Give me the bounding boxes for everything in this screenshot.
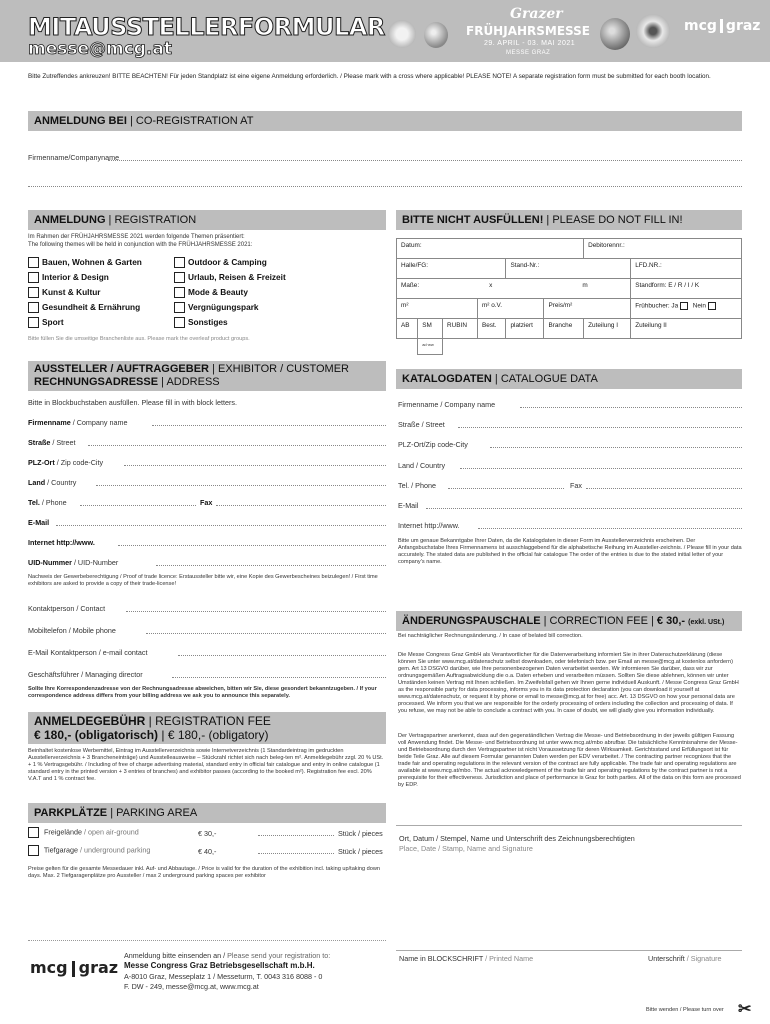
- exhibitor-email-input[interactable]: [56, 525, 386, 526]
- teapot-image: [424, 22, 448, 48]
- fair-logo-grazer: Grazer: [510, 6, 563, 22]
- mcg-graz-logo: mcg graz: [684, 18, 761, 34]
- managing-director-input[interactable]: [172, 677, 386, 678]
- printed-name-label: Name in BLOCKSCHRIFT / Printed Name: [399, 954, 534, 963]
- exhibitor-street-label: Straße / Street: [28, 438, 76, 447]
- checkbox[interactable]: [680, 302, 688, 310]
- checkbox[interactable]: [28, 272, 39, 283]
- catalogue-phone-input[interactable]: [448, 488, 564, 489]
- exhibitor-zip-input[interactable]: [124, 465, 386, 466]
- office-halle: Halle/FG:: [397, 259, 506, 279]
- footer-logo: mcg graz: [30, 958, 119, 977]
- checkbox[interactable]: [28, 287, 39, 298]
- theme-option[interactable]: Outdoor & Camping: [174, 256, 286, 271]
- terms-text: Der Vertragspartner anerkennt, dass auf den gegenständlichen Vertrag die Messe- und Betriebsordnung in der jeweils gültigen Fassung voll Anwendung findet. Die Messe- und Betriebsordnung ist unter www.mcg.at/mbo abrufbar. Die tatsächliche Kenntnisnahme der Messe- und Betriebsordnung durch den Vertragspartner ist nicht Voraussetzung für deren Wirksamkeit. Gerichtsstand und Erfüllungsort ist für beide Teile Graz. Alle auf diesem Formular genannten Daten werden per EDV verarbeitet. / The contracting partner recognizes that the trade fair and operating regulations in the relevant version of the contract are fully applicable. The trade fair and operating regulations are available at www.mcg.at/mbo. The actual acknowledgement of the trade fair and operating regulations by the contract partner is not a prerequisite for their effectiveness. Jurisdiction and place of performance is Graz for both parties. All of the data on this form are processed by EDP.: [398, 733, 741, 788]
- privacy-text: Die Messe Congress Graz GmbH als Verantwortlicher für die Datenverarbeitung informiert Sie in ihrer Datenschutzerklärung (diese können Sie unter www.mcg.at/datenschutz selbst downloaden, oder telefonisch bzw. per Email an messe@mcg.at kostenlos anfordern) gem. Art 13 DSGVO darüber, wie Ihre personenbezogenen Daten verarbeitet werden. Wir informieren Sie darüber, dass wir zur ordnungsgemäßen Auftragsabwicklung die o.a. Daten erheben und verarbeiten müssen. Sollten Sie diese ablehnen, können wir unter Umständen keinen Vertrag mit Ihnen schließen. Im Zweifelsfall gehen wir Ihnen gerne individuell Auskunft. / Messe Congress Graz GmbH as the responsible party for data processing, informs you in its data protection declaration (you can download it yourself at www.mcg.at/datenschutz, or request it by phone or email to messe@mcg.at for free) acc. Art. 13 DSGVO on how your personal data are processed. We inform you that we are responsible for the orderly processing of orders including the collection and processing of data. If you refuse, we may not be able to conclude a contract with you. In case of doubt, we will gladly give you information individually.: [398, 652, 739, 714]
- office-preis: Preis/m²: [544, 299, 631, 319]
- exhibitor-instruction: Bitte in Blockbuchstaben ausfüllen. Please fill in with block letters.: [28, 398, 237, 407]
- office-lfd: LFD.NR.:: [631, 259, 742, 279]
- checkbox[interactable]: [28, 827, 39, 838]
- office-datum: Datum:: [397, 239, 584, 259]
- fair-venue: MESSE GRAZ: [506, 50, 551, 56]
- office-cell-zuteilung2: Zuteilung II: [631, 319, 742, 339]
- exhibitor-internet-input[interactable]: [118, 545, 386, 546]
- trade-license-note: Nachweis der Gewerbeberechtigung / Proof of trade licence: Erstaussteller bitte wir, eine Kopie des Gewerbescheines beizulegen! / First time exhibitors are asked to provide a copy of their trade-license!: [28, 574, 378, 587]
- office-section-header: BITTE NICHT AUSFÜLLEN! | PLEASE DO NOT FILL IN!: [396, 210, 742, 230]
- footer-send-label: Anmeldung bitte einsenden an / Please send your registration to:: [124, 951, 331, 960]
- theme-option[interactable]: Vergnügungspark: [174, 301, 286, 316]
- office-m2: m²: [397, 299, 478, 319]
- catalogue-fax-input[interactable]: [586, 488, 742, 489]
- change-fee-section-header: ÄNDERUNGSPAUSCHALE | CORRECTION FEE | € 30,- (exkl. USt.): [396, 611, 742, 631]
- theme-option[interactable]: Gesundheit & Ernährung: [28, 301, 142, 316]
- checkbox[interactable]: [174, 287, 185, 298]
- turn-over-note: Bitte wenden / Please turn over: [646, 1007, 724, 1013]
- office-cell-branche: Branche: [544, 319, 584, 339]
- exhibitor-section-header: AUSSTELLER / AUFTRAGGEBER | EXHIBITOR / CUSTOMER RECHNUNGSADRESSE | ADDRESS: [28, 361, 386, 391]
- catalogue-street-label: Straße / Street: [398, 420, 445, 429]
- contact-email-input[interactable]: [178, 655, 386, 656]
- parking-row-open-air: Freigelände / open air-ground € 30,- Stück / pieces: [28, 827, 386, 838]
- exhibitor-email-label: E-Mail: [28, 518, 50, 527]
- catalogue-fax-label: Fax: [570, 481, 582, 490]
- checkbox[interactable]: [28, 317, 39, 328]
- footer-company: Messe Congress Graz Betriebsgesellschaft m.b.H.: [124, 961, 315, 970]
- registration-intro-de: Im Rahmen der FRÜHJAHRSMESSE 2021 werden folgende Themen präsentiert:: [28, 234, 245, 240]
- fee-section-header: ANMELDEGEBÜHR | REGISTRATION FEE € 180,- (obligatorisch) | € 180,- (obligatory): [28, 712, 386, 744]
- catalogue-zip-input[interactable]: [490, 447, 742, 448]
- exhibitor-zip-label: PLZ-Ort / Zip code-City: [28, 458, 104, 467]
- catalogue-phone-label: Tel. / Phone: [398, 481, 436, 490]
- exhibitor-country-input[interactable]: [96, 485, 386, 486]
- form-email: messe@mcg.at: [28, 39, 173, 59]
- checkbox[interactable]: [708, 302, 716, 310]
- catalogue-zip-label: PLZ-Ort/Zip code-City: [398, 440, 468, 449]
- office-sub: ad·ww: [418, 339, 443, 355]
- exhibitor-company-label: Firmenname / Company name: [28, 418, 128, 427]
- contact-person-label: Kontaktperson / Contact: [28, 604, 106, 613]
- catalogue-note: Bitte um genaue Bekanntgabe Ihrer Daten, da die Katalogdaten in dieser Form im Ausstellerverzeichnis erscheinen. Der Anfangsbuchstabe Ihres Firmennamens ist ausschlaggebend für die alphabetische Reihung im Aussteller-zeichnis. / Please fill in your data accurately. The stated data are published in the official fair catalogue The order of the entries is due to the stated initial letter of your company’s name.: [398, 538, 742, 565]
- correspondence-note: Sollte Ihre Korrespondenzadresse von der Rechnungsadresse abweichen, bitten wir Sie, diese gesondert bekanntzugeben. / If your correspondence address differs from your billing address we ask you to announce this separately.: [28, 686, 377, 699]
- office-m2ov: m² o.V.: [477, 299, 543, 319]
- fair-dates: 29. APRIL - 03. MAI 2021: [484, 40, 576, 47]
- office-cell-zuteilung1: Zuteilung I: [584, 319, 631, 339]
- managing-director-label: Geschäftsführer / Managing director: [28, 670, 143, 679]
- office-masse: Maße: x m: [397, 279, 631, 299]
- mobile-label: Mobiltelefon / Mobile phone: [28, 626, 116, 635]
- flower-image: [636, 14, 670, 48]
- exhibitor-fax-input[interactable]: [216, 505, 386, 506]
- exhibitor-uid-label: UID-Nummer / UID-Number: [28, 558, 119, 567]
- exhibitor-internet-label: Internet http://www.: [28, 538, 95, 547]
- catalogue-company-input[interactable]: [520, 407, 742, 408]
- theme-option[interactable]: Sport: [28, 316, 142, 331]
- parking-row-underground: Tiefgarage / underground parking € 40,- Stück / pieces: [28, 845, 386, 856]
- footer-contact: F. DW - 249, messe@mcg.at, www.mcg.at: [124, 982, 259, 991]
- apple-image: [600, 18, 630, 50]
- office-debitoren: Debitorennr.:: [584, 239, 742, 259]
- coreg-company-label: Firmenname/Companyname: [28, 153, 120, 162]
- checkbox[interactable]: [174, 302, 185, 313]
- office-cell-sm: SM: [418, 319, 443, 339]
- office-cell-ab: AB: [397, 319, 418, 339]
- exhibitor-company-input[interactable]: [152, 425, 386, 426]
- checkbox[interactable]: [28, 302, 39, 313]
- signature-line: [396, 950, 742, 951]
- theme-option[interactable]: Urlaub, Reisen & Freizeit: [174, 271, 286, 286]
- registration-section-header: ANMELDUNG | REGISTRATION: [28, 210, 386, 230]
- mobile-input[interactable]: [146, 633, 386, 634]
- theme-option[interactable]: Kunst & Kultur: [28, 286, 142, 301]
- parking-underground-qty-input[interactable]: [258, 853, 334, 854]
- footer-rule: [28, 940, 386, 941]
- office-cell-best: Best.: [477, 319, 506, 339]
- signature-label-en: Place, Date / Stamp, Name and Signature: [399, 844, 533, 853]
- signature-label: Ort, Datum / Stempel, Name und Unterschrift des Zeichnungsberechtigten: [399, 834, 635, 843]
- catalogue-internet-input[interactable]: [478, 528, 742, 529]
- exhibitor-street-input[interactable]: [88, 445, 386, 446]
- office-standform: Standform: E / R / I / K: [631, 279, 742, 299]
- exhibitor-country-label: Land / Country: [28, 478, 77, 487]
- coreg-company-input-2[interactable]: [28, 186, 742, 187]
- catalogue-country-label: Land / Country: [398, 461, 446, 470]
- coreg-company-input[interactable]: [108, 160, 742, 161]
- change-fee-sub: Bei nachträglicher Rechnungsänderung. / In case of belated bill correction.: [398, 633, 583, 639]
- catalogue-email-input[interactable]: [426, 508, 742, 509]
- exhibitor-phone-label: Tel. / Phone: [28, 498, 67, 507]
- exhibitor-fax-label: Fax: [200, 498, 213, 507]
- theme-option[interactable]: Bauen, Wohnen & Garten: [28, 256, 142, 271]
- coreg-section-header: ANMELDUNG BEI | CO-REGISTRATION AT: [28, 111, 742, 131]
- parking-open-air-qty-input[interactable]: [258, 835, 334, 836]
- form-title: MITAUSSTELLERFORMULAR: [28, 13, 385, 41]
- office-cell-rubin: RUBIN: [443, 319, 478, 339]
- office-cell-platziert: platziert: [506, 319, 544, 339]
- theme-option[interactable]: Sonstiges: [174, 316, 286, 331]
- catalogue-street-input[interactable]: [458, 427, 742, 428]
- catalogue-company-label: Firmenname / Company name: [398, 400, 496, 409]
- parking-section-header: PARKPLÄTZE | PARKING AREA: [28, 803, 386, 823]
- checkbox[interactable]: [174, 272, 185, 283]
- parking-note: Preise gelten für die gesamte Messedauer inkl. Auf- und Abbautage. / Price is valid for the duration of the exhibition incl. taking up/taking down days. Max. 2 Tiefgaragenplätze pro Aussteller / max 2 underground parking spaces per exhibitor: [28, 866, 380, 879]
- themes-right: [174, 256, 286, 331]
- office-fruehbucher: Frühbucher: Ja Nein: [631, 299, 742, 319]
- catalogue-country-input[interactable]: [460, 468, 742, 469]
- contact-person-input[interactable]: [126, 611, 386, 612]
- checkbox[interactable]: [28, 845, 39, 856]
- theme-option[interactable]: Interior & Design: [28, 271, 142, 286]
- exhibitor-phone-input[interactable]: [80, 505, 196, 506]
- office-stand: Stand-Nr.:: [506, 259, 631, 279]
- catalogue-internet-label: Internet http://www.: [398, 521, 460, 530]
- theme-option[interactable]: Mode & Beauty: [174, 286, 286, 301]
- themes-left: [28, 256, 142, 331]
- signature-sig-label: Unterschrift / Signature: [648, 954, 722, 963]
- checkbox[interactable]: [174, 317, 185, 328]
- footer-address: A-8010 Graz, Messeplatz 1 / Messeturm, T. 0043 316 8088 - 0: [124, 972, 323, 981]
- contact-email-label: E-Mail Kontaktperson / e-mail contact: [28, 648, 148, 657]
- fair-name: FRÜHJAHRSMESSE: [466, 24, 590, 38]
- registration-intro-en: The following themes will be held in conjunction with the FRÜHJAHRSMESSE 2021:: [28, 242, 253, 248]
- checkbox[interactable]: [28, 257, 39, 268]
- intro-note: Bitte Zutreffendes ankreuzen! BITTE BEACHTEN! Für jeden Standplatz ist eine eigene Anmeldung erforderlich. / Please mark with a cross where applicable! PLEASE NOTE! A separate registration form must be submitted for each booth location.: [28, 73, 711, 80]
- checkbox[interactable]: [174, 257, 185, 268]
- scissors-icon: ✂: [738, 1001, 752, 1018]
- office-table: [396, 238, 742, 355]
- registration-footnote: Bitte füllen Sie die umseitige Branchenliste aus. Please mark the overleaf product groups.: [28, 336, 250, 342]
- catalogue-section-header: KATALOGDATEN | CATALOGUE DATA: [396, 369, 742, 389]
- dandelion-image: [388, 20, 416, 48]
- exhibitor-uid-input[interactable]: [156, 565, 386, 566]
- catalogue-email-label: E-Mail: [398, 501, 419, 510]
- fee-description: Beinhaltet kostenlose Werbemittel, Eintrag im Ausstellerverzeichnis sowie Internetverzeichnis (1 Standardeintrag im gedruckten Ausstellerverzeichnis + 3 Brancheneinträge) und Ausstelleausweise – Stückzahl richtet sich nach beleg-ten m². Anmeldegebühr zzgl. 20 % USt. + 1 % Vertragsgebühr. / Including of free of charge advertising material, standard entry in official fair catalogue and entry in online catalogue (1 standard entry in the printed version + 3 entries of branches) and exhibitor passes (according to the booked m²). Registration fee excl. 20% V.A.T and 1 % contract fee.: [28, 748, 384, 782]
